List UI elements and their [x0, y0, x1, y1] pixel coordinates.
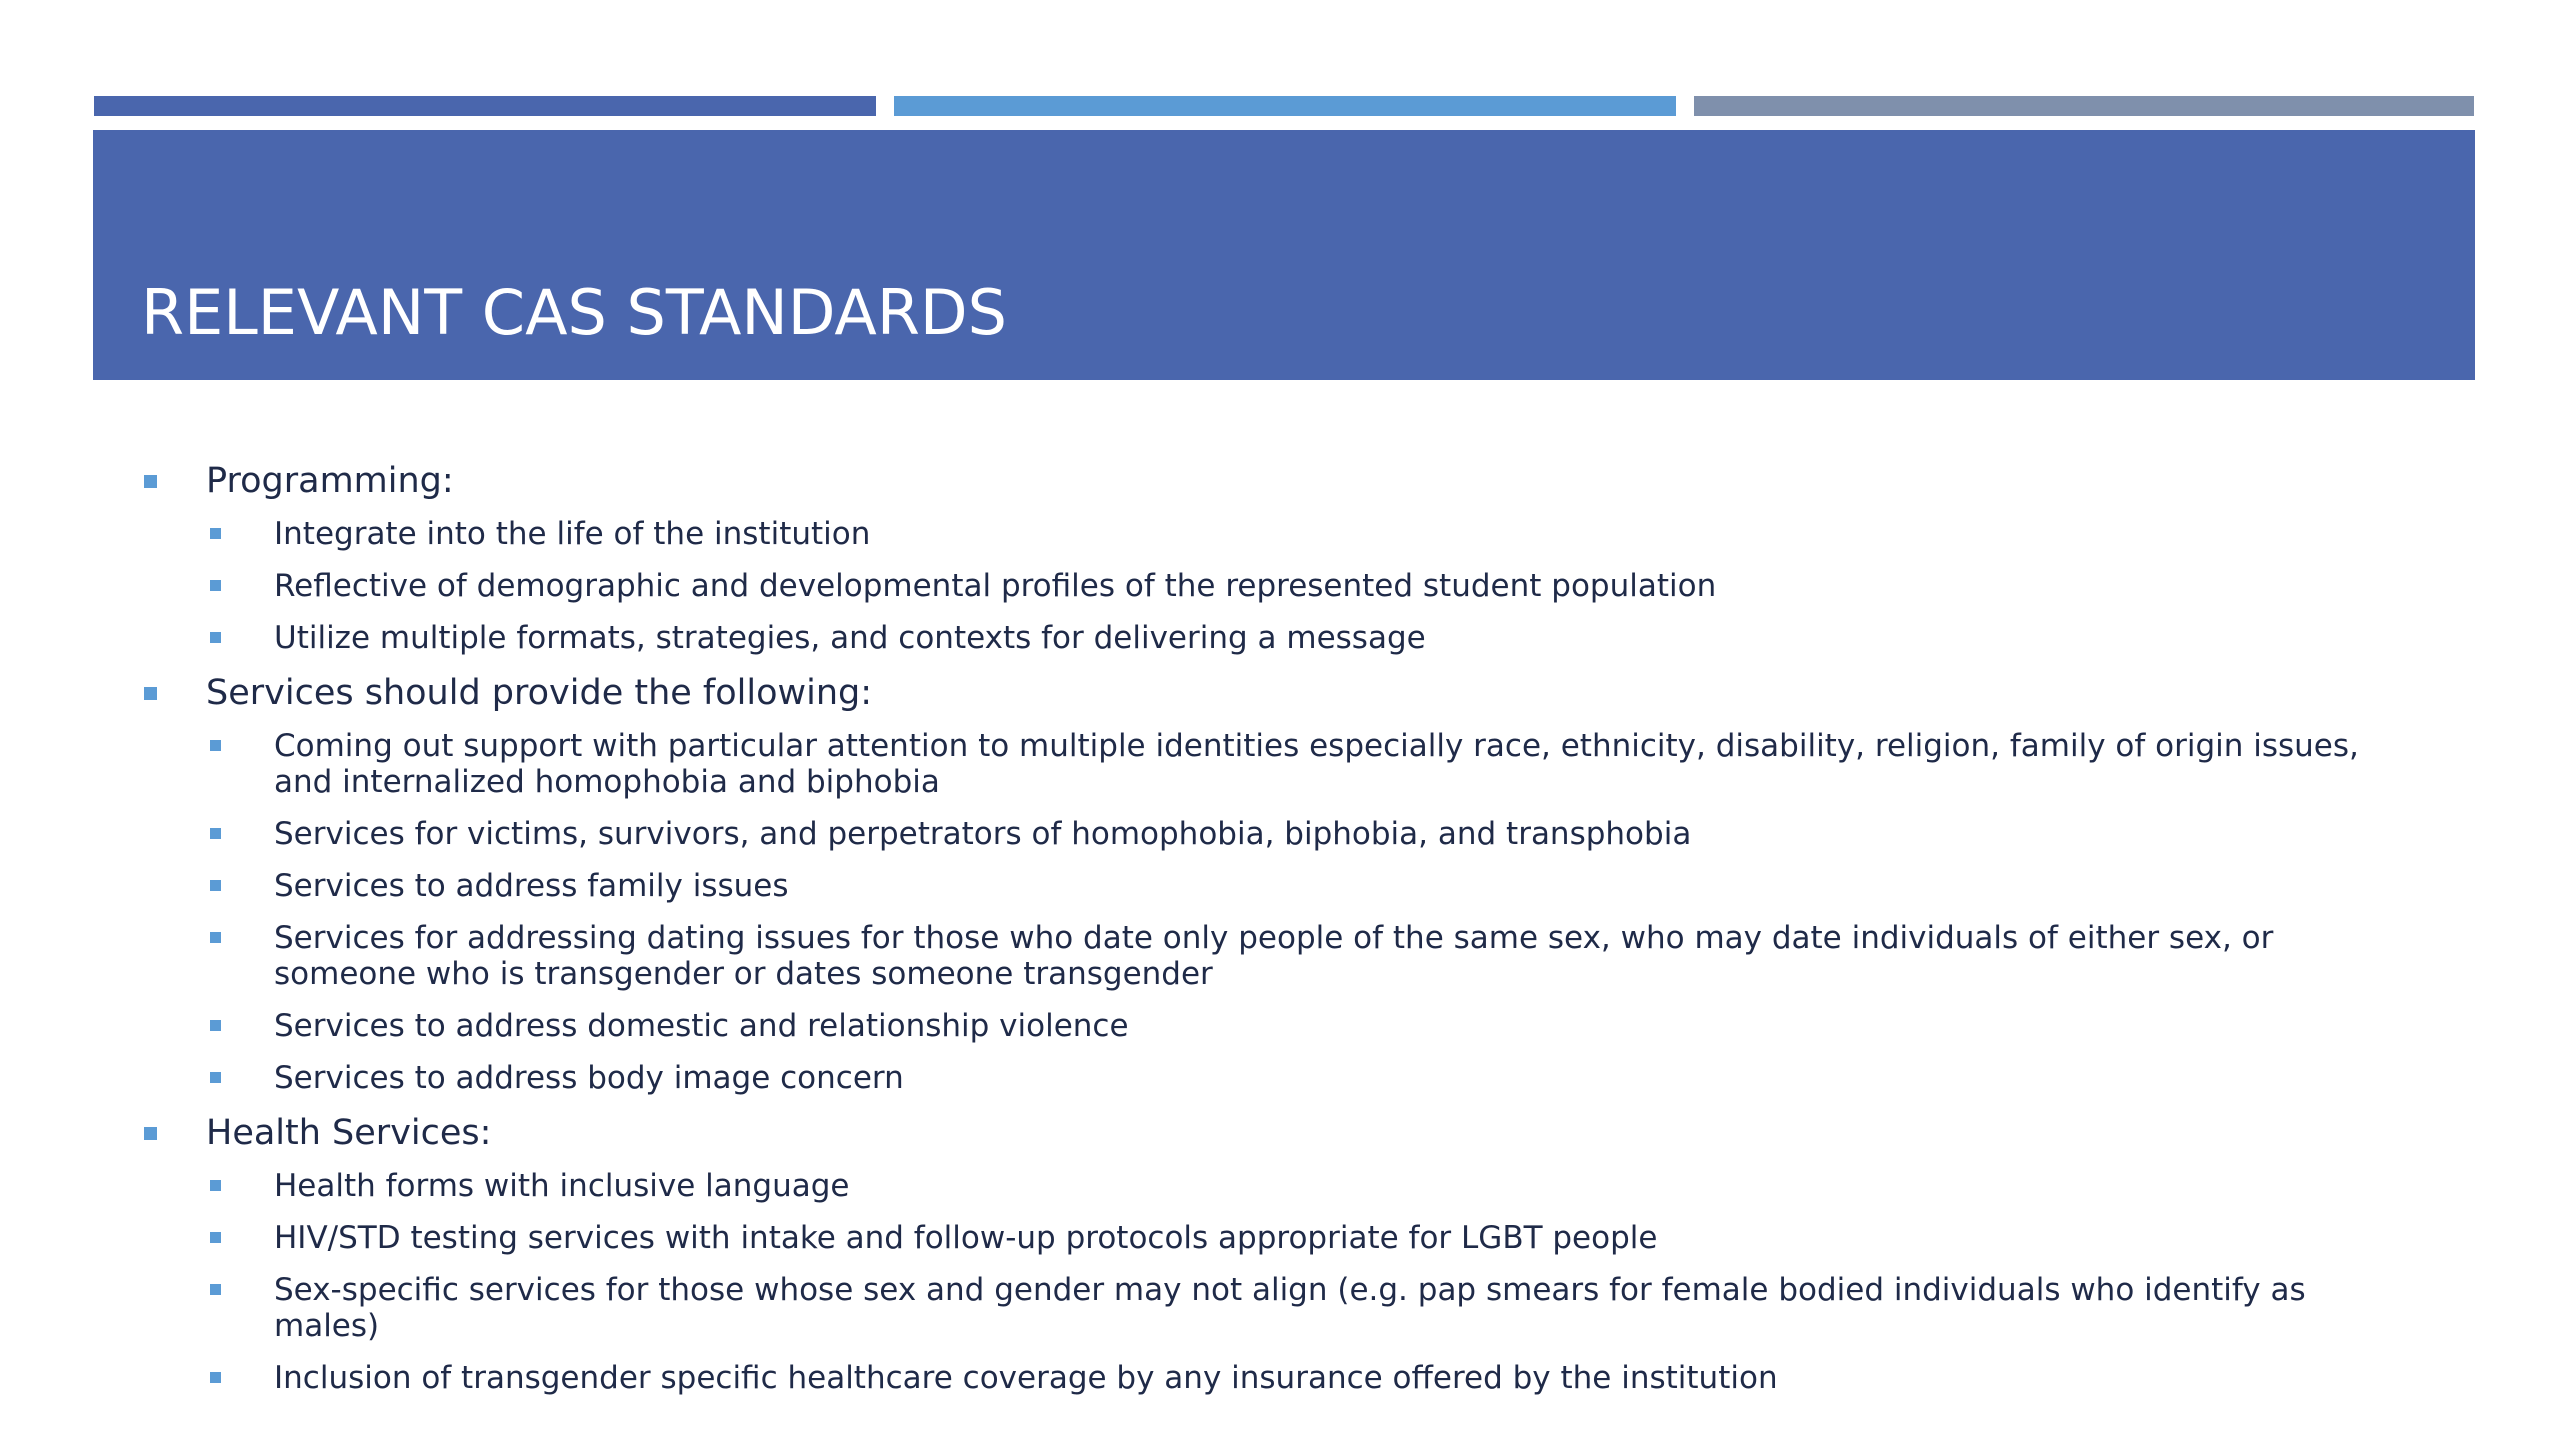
accent-bar-light	[894, 96, 1676, 116]
list-item	[206, 808, 2380, 860]
list-item	[206, 612, 2380, 664]
bullet-list	[140, 456, 2380, 1404]
square-bullet-icon	[210, 1020, 221, 1031]
list-item-text: Services for addressing dating issues for those who date only people of the same sex, who may date individuals of either sex, or someone who is transgender or dates someone transgender	[274, 920, 2274, 992]
slide-title: RELEVANT CAS STANDARDS	[141, 276, 1008, 349]
square-bullet-icon	[210, 932, 221, 943]
list-item	[206, 912, 2380, 1000]
slide-content	[140, 454, 2380, 1408]
square-bullet-icon	[210, 1072, 221, 1083]
square-bullet-icon	[210, 528, 221, 539]
list-item-text: Coming out support with particular attention to multiple identities especially race, ethnicity, disability, religion, family of origin issues, and internalized homophobia and biphobia	[274, 728, 2359, 800]
list-item	[206, 1000, 2380, 1052]
accent-bar-dark	[94, 96, 876, 116]
square-bullet-icon	[144, 475, 157, 488]
list-item-text: Inclusion of transgender specific healthcare coverage by any insurance offered by the institution	[274, 1360, 1778, 1396]
square-bullet-icon	[210, 740, 221, 751]
section-services	[140, 668, 2380, 1104]
accent-bar-gray	[1694, 96, 2474, 116]
square-bullet-icon	[144, 1127, 157, 1140]
list-item	[206, 560, 2380, 612]
list-item	[206, 720, 2380, 808]
square-bullet-icon	[144, 687, 157, 700]
title-band	[93, 130, 2475, 380]
square-bullet-icon	[210, 880, 221, 891]
list-item-text: Health forms with inclusive language	[274, 1168, 850, 1204]
list-item	[206, 860, 2380, 912]
section-heading: Programming:	[206, 461, 454, 501]
list-item	[206, 1264, 2380, 1352]
list-item-text: Services to address body image concern	[274, 1060, 904, 1096]
square-bullet-icon	[210, 632, 221, 643]
square-bullet-icon	[210, 1372, 221, 1383]
list-item-text: HIV/STD testing services with intake and follow-up protocols appropriate for LGBT people	[274, 1220, 1658, 1256]
section-heading: Services should provide the following:	[206, 673, 873, 713]
section-health-services	[140, 1108, 2380, 1404]
sub-bullet-list	[206, 508, 2380, 664]
square-bullet-icon	[210, 580, 221, 591]
list-item-text: Services to address domestic and relationship violence	[274, 1008, 1129, 1044]
list-item	[206, 1352, 2380, 1404]
list-item-text: Services to address family issues	[274, 868, 789, 904]
list-item	[206, 508, 2380, 560]
square-bullet-icon	[210, 1284, 221, 1295]
list-item-text: Utilize multiple formats, strategies, and contexts for delivering a message	[274, 620, 1426, 656]
square-bullet-icon	[210, 1180, 221, 1191]
square-bullet-icon	[210, 1232, 221, 1243]
list-item	[206, 1212, 2380, 1264]
sub-bullet-list	[206, 1160, 2380, 1404]
list-item-text: Services for victims, survivors, and perpetrators of homophobia, biphobia, and transphobia	[274, 816, 1692, 852]
section-heading: Health Services:	[206, 1113, 492, 1153]
sub-bullet-list	[206, 720, 2380, 1104]
list-item	[206, 1052, 2380, 1104]
list-item-text: Reflective of demographic and developmental profiles of the represented student population	[274, 568, 1717, 604]
list-item	[206, 1160, 2380, 1212]
square-bullet-icon	[210, 828, 221, 839]
list-item-text: Integrate into the life of the institution	[274, 516, 871, 552]
list-item-text: Sex-specific services for those whose sex and gender may not align (e.g. pap smears for female bodied individuals who identify as males)	[274, 1272, 2306, 1344]
section-programming	[140, 456, 2380, 664]
